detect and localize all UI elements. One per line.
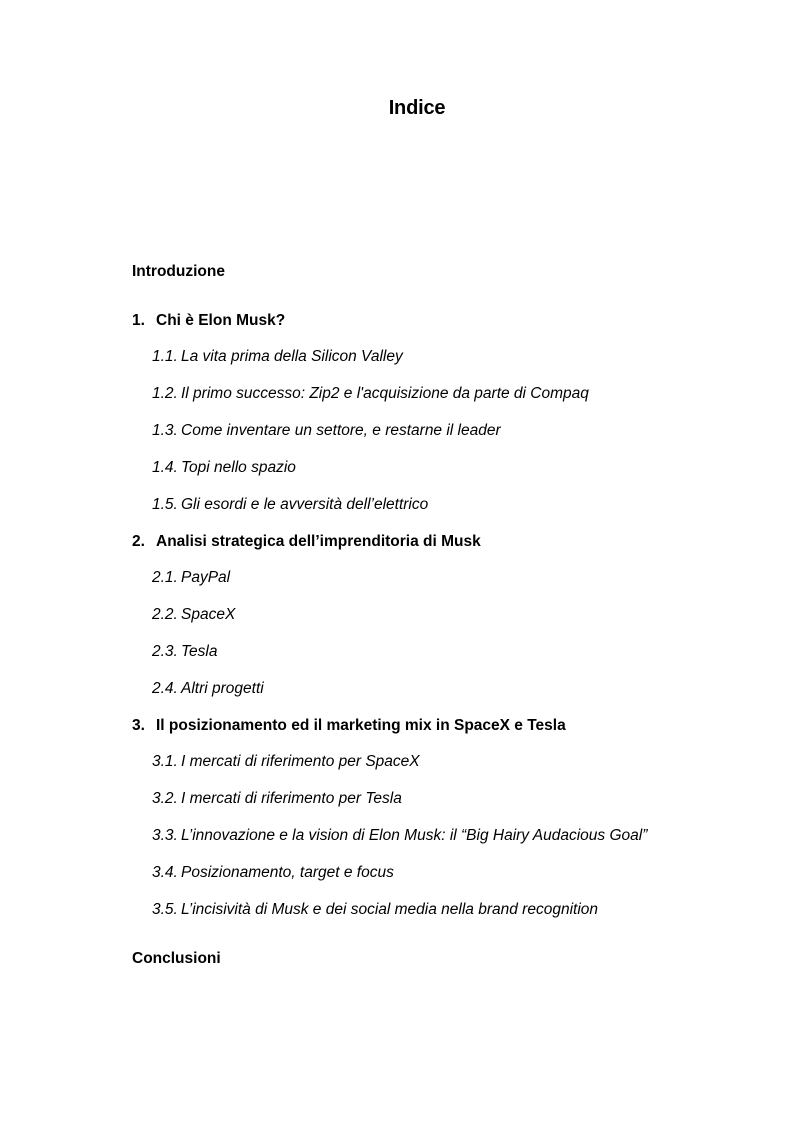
toc-introduction[interactable]: Introduzione [132,263,225,280]
toc-conclusions[interactable]: Conclusioni [132,950,221,967]
page-title: Indice [388,97,446,119]
toc-section-2-2[interactable] [152,605,235,625]
section-number: 1.3. [152,422,178,439]
section-number: 3.4. [152,864,178,881]
section-number: 3.1. [152,753,178,770]
toc-section-1-1[interactable] [152,347,403,367]
section-title: Topi nello spazio [181,459,296,476]
chapter-number: 3. [132,717,145,734]
toc-chapter-3[interactable] [132,716,566,736]
chapter-title: Analisi strategica dell’imprenditoria di Musk [156,533,481,550]
toc-section-2-4[interactable] [152,679,264,699]
toc-section-2-3[interactable] [152,642,217,662]
section-number: 1.4. [152,459,178,476]
section-number: 2.1. [152,569,178,586]
toc-chapter-2[interactable] [132,532,481,552]
section-title: I mercati di riferimento per Tesla [181,790,402,807]
toc-chapter-1[interactable] [132,311,285,331]
section-title: L’incisività di Musk e dei social media nella brand recognition [181,901,599,918]
chapter-number: 1. [132,312,145,329]
section-title: La vita prima della Silicon Valley [181,348,403,365]
section-title: L’innovazione e la vision di Elon Musk: il “Big Hairy Audacious Goal” [181,827,648,844]
section-number: 1.5. [152,496,178,513]
section-number: 2.4. [152,680,178,697]
toc-section-3-1[interactable] [152,752,420,772]
chapter-number: 2. [132,533,145,550]
toc-section-2-1[interactable] [152,568,230,588]
section-number: 3.5. [152,901,178,918]
toc-section-3-3[interactable] [152,826,647,846]
section-title: Altri progetti [181,680,264,697]
chapter-title: Chi è Elon Musk? [156,312,286,329]
toc-section-3-5[interactable] [152,900,598,920]
section-title: Come inventare un settore, e restarne il leader [181,422,501,439]
section-title: Gli esordi e le avversità dell’elettrico [181,496,429,513]
section-number: 2.3. [152,643,178,660]
toc-section-1-4[interactable] [152,458,296,478]
section-title: I mercati di riferimento per SpaceX [181,753,420,770]
toc-section-3-4[interactable] [152,863,394,883]
toc-section-1-5[interactable] [152,495,428,515]
section-number: 3.2. [152,790,178,807]
chapter-title: Il posizionamento ed il marketing mix in SpaceX e Tesla [156,717,566,734]
section-number: 2.2. [152,606,178,623]
section-number: 1.1. [152,348,178,365]
section-title: Tesla [181,643,218,660]
section-title: Il primo successo: Zip2 e l'acquisizione da parte di Compaq [181,385,589,402]
section-title: Posizionamento, target e focus [181,864,394,881]
toc-section-1-2[interactable] [152,384,589,404]
section-number: 3.3. [152,827,178,844]
toc-section-3-2[interactable] [152,789,402,809]
section-title: SpaceX [181,606,236,623]
section-number: 1.2. [152,385,178,402]
section-title: PayPal [181,569,231,586]
toc-section-1-3[interactable] [152,421,501,441]
